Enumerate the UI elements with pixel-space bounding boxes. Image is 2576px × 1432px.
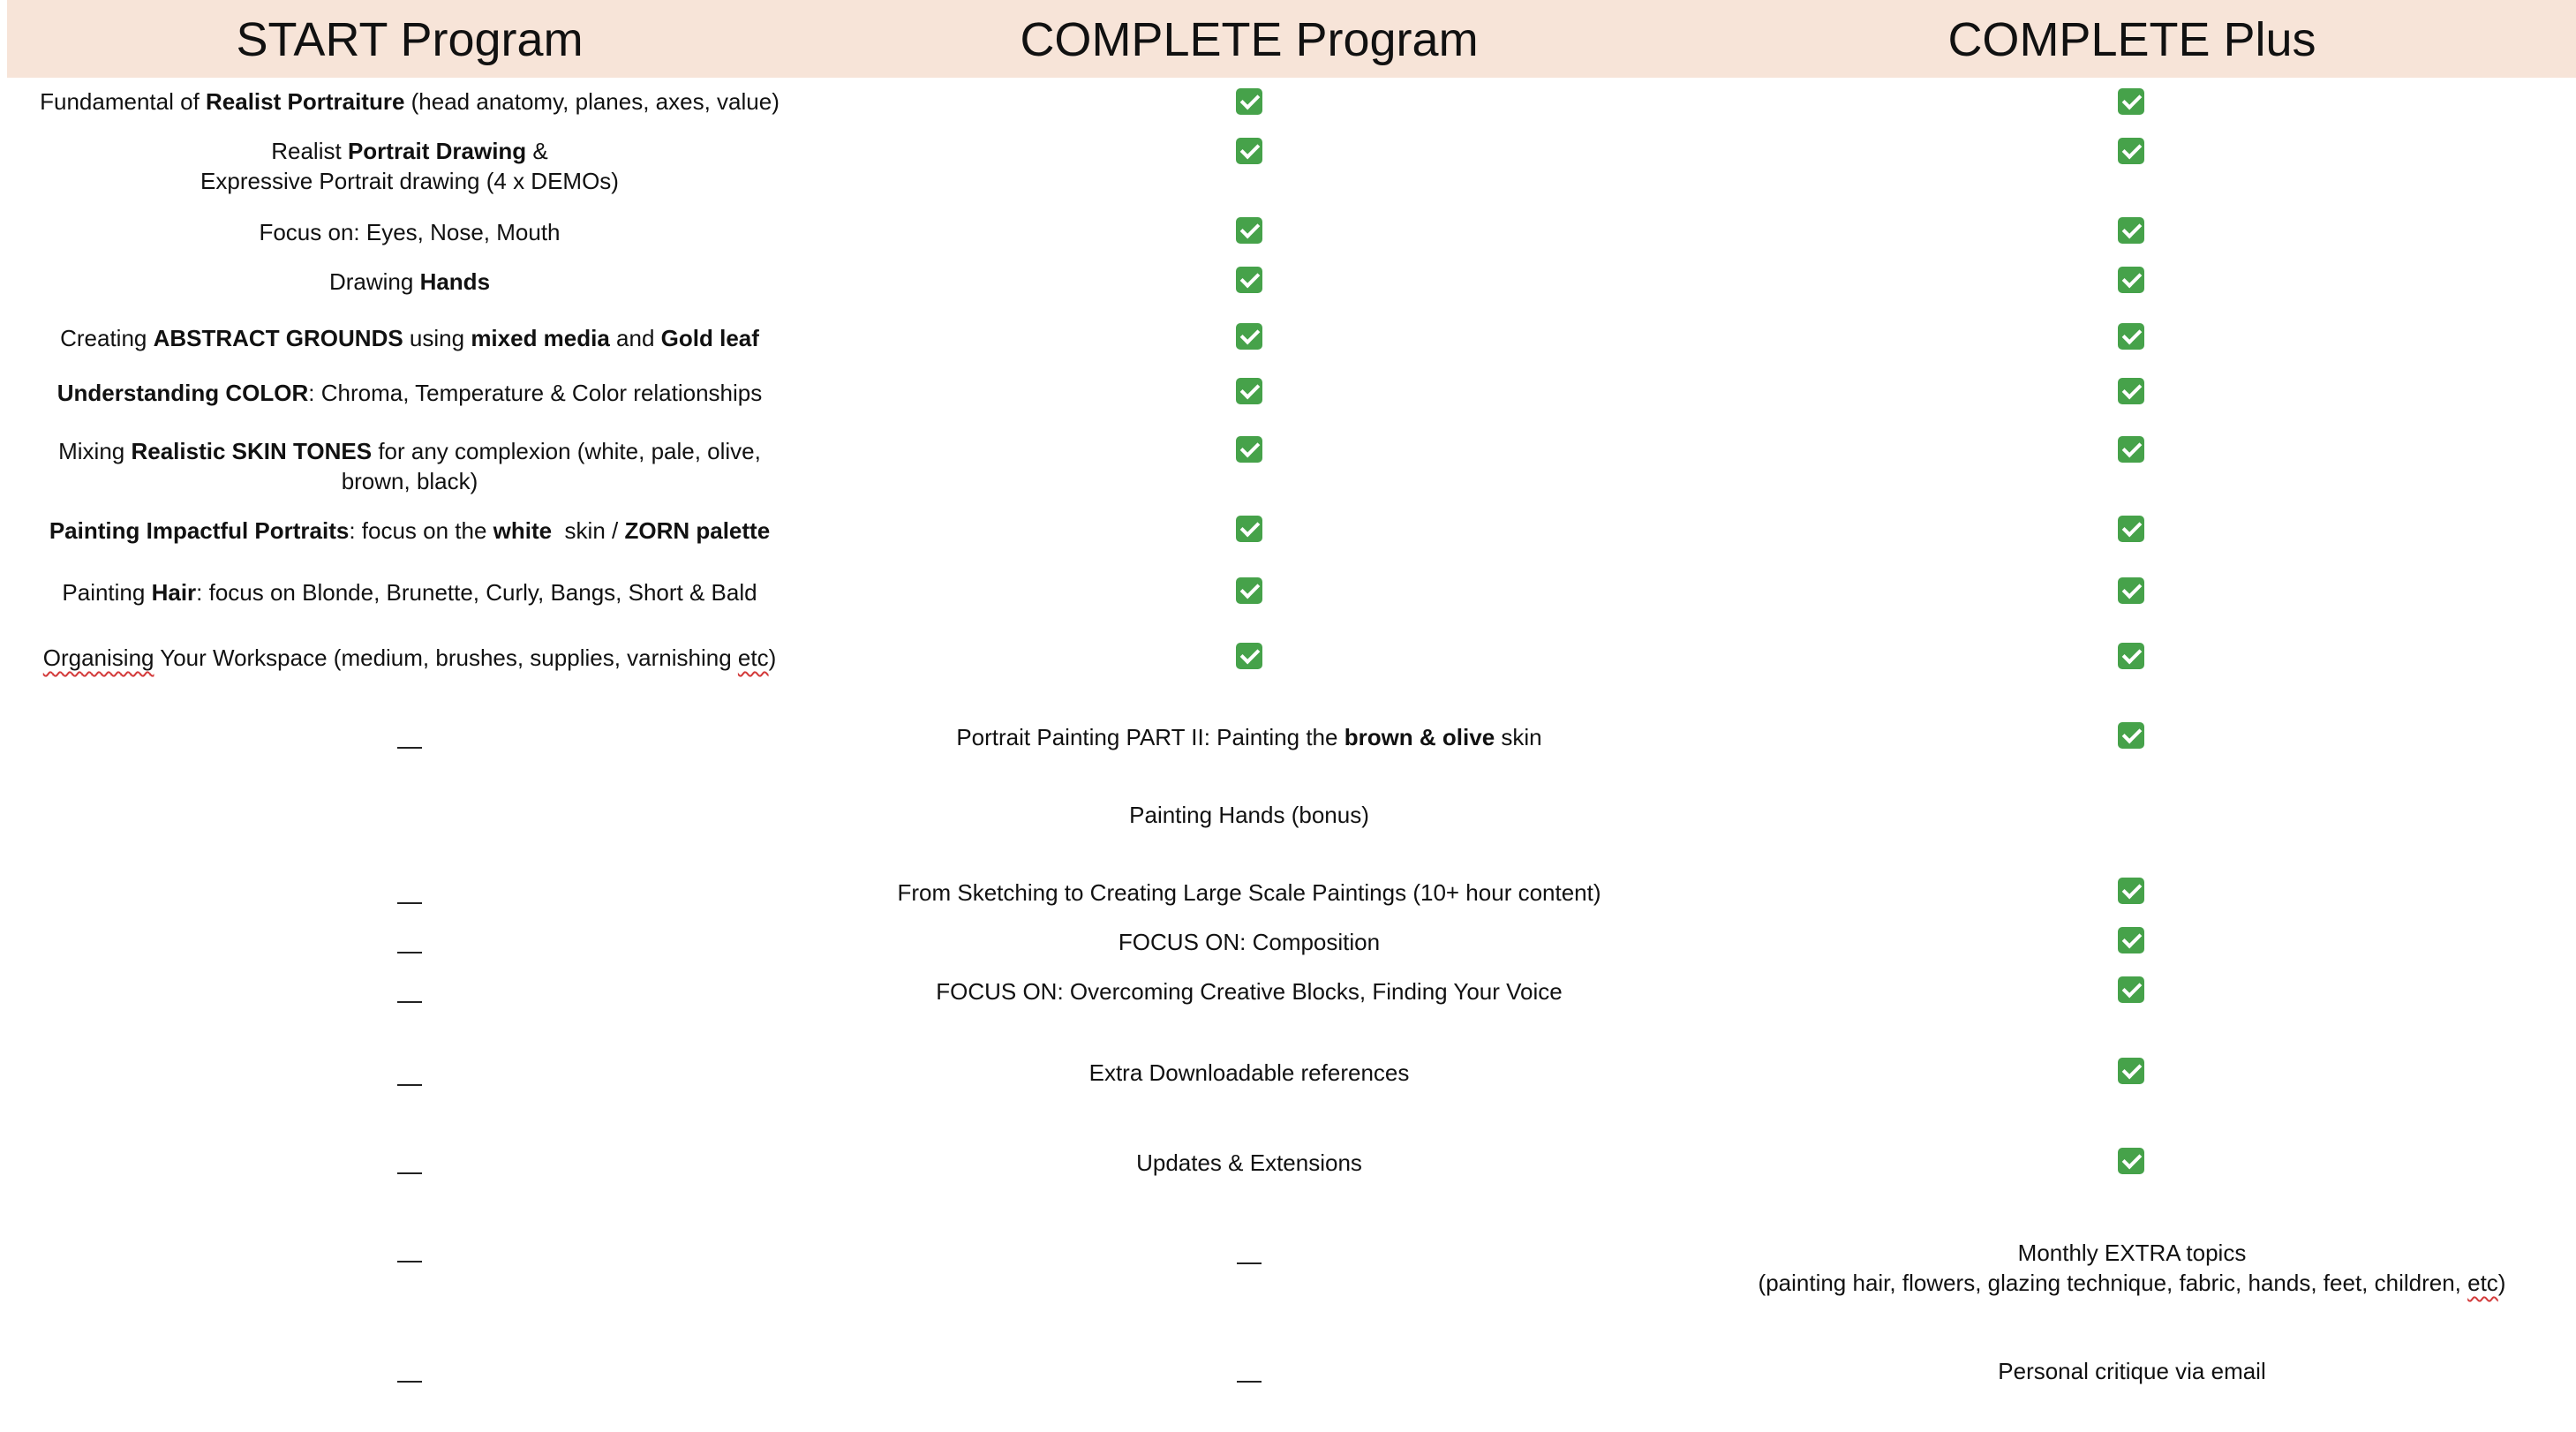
check-mark-icon — [2118, 577, 2144, 604]
check-mark-icon — [1236, 436, 1262, 463]
check-mark-icon — [1236, 378, 1262, 404]
feature-skin-tones: Mixing Realistic SKIN TONES for any complexion (white, pale, olive, — [58, 438, 761, 464]
column-header-start: START Program — [236, 13, 584, 66]
check-mark-icon — [2118, 267, 2144, 293]
check-mark-icon — [1236, 516, 1262, 542]
feature-large-scale-paintings: From Sketching to Creating Large Scale Paintings (10+ hour content) — [897, 879, 1601, 906]
dash-icon — [397, 952, 422, 953]
feature-painting-hair: Painting Hair: focus on Blonde, Brunette, Curly, Bangs, Short & Bald — [62, 579, 757, 606]
dash-icon — [397, 1381, 422, 1383]
dash-icon — [397, 1084, 422, 1086]
check-mark-icon — [1236, 88, 1262, 115]
dash-icon — [397, 1172, 422, 1174]
check-mark-icon — [1236, 138, 1262, 164]
check-mark-icon — [2118, 217, 2144, 244]
feature-monthly-extra-topics: Monthly EXTRA topics — [2017, 1240, 2247, 1266]
check-mark-icon — [2118, 643, 2144, 669]
check-mark-icon — [2118, 378, 2144, 404]
column-header-complete: COMPLETE Program — [1020, 13, 1479, 66]
check-mark-icon — [2118, 976, 2144, 1003]
feature-realist-portraiture: Fundamental of Realist Portraiture (head anatomy, planes, axes, value) — [40, 88, 780, 115]
feature-drawing-hands: Drawing Hands — [328, 268, 491, 295]
check-mark-icon — [2118, 878, 2144, 904]
dash-icon — [397, 1261, 422, 1262]
check-mark-icon — [1236, 643, 1262, 669]
feature-understanding-color: Understanding COLOR: Chroma, Temperature & Color relationships — [56, 380, 763, 406]
feature-skin-tones-line2: brown, black) — [341, 468, 478, 494]
dash-icon — [397, 1001, 422, 1003]
feature-abstract-grounds: Creating ABSTRACT GROUNDS using mixed media and Gold leaf — [60, 325, 759, 351]
feature-impactful-portraits: Painting Impactful Portraits: focus on the white skin / ZORN palette — [49, 517, 771, 544]
column-header-plus: COMPLETE Plus — [1947, 13, 2316, 66]
feature-creative-blocks: FOCUS ON: Overcoming Creative Blocks, Finding Your Voice — [936, 978, 1563, 1005]
check-mark-icon — [2118, 927, 2144, 953]
dash-icon — [397, 902, 422, 904]
check-mark-icon — [2118, 1058, 2144, 1084]
check-mark-icon — [2118, 516, 2144, 542]
check-mark-icon — [2118, 88, 2144, 115]
check-mark-icon — [2118, 722, 2144, 749]
check-mark-icon — [1236, 323, 1262, 350]
check-mark-icon — [2118, 138, 2144, 164]
feature-monthly-extra-topics-line2: (painting hair, flowers, glazing technique, fabric, hands, feet, children, etc) — [1758, 1270, 2506, 1296]
check-mark-icon — [1236, 267, 1262, 293]
feature-workspace: Organising Your Workspace (medium, brushes, supplies, varnishing etc) — [42, 644, 777, 671]
feature-painting-hands-bonus: Painting Hands (bonus) — [1129, 802, 1369, 828]
check-mark-icon — [1236, 577, 1262, 604]
feature-downloadable-references: Extra Downloadable references — [1088, 1059, 1410, 1086]
check-mark-icon — [1236, 217, 1262, 244]
feature-focus-eyes-nose-mouth: Focus on: Eyes, Nose, Mouth — [259, 219, 561, 245]
feature-portrait-drawing-line2: Expressive Portrait drawing (4 x DEMOs) — [200, 168, 619, 194]
feature-focus-composition: FOCUS ON: Composition — [1118, 929, 1381, 955]
dash-icon — [1237, 1262, 1262, 1264]
check-mark-icon — [2118, 436, 2144, 463]
feature-part-ii-brown-olive: Portrait Painting PART II: Painting the brown & olive skin — [956, 724, 1542, 750]
check-mark-icon — [2118, 1148, 2144, 1174]
feature-portrait-drawing: Realist Portrait Drawing & — [271, 138, 548, 164]
feature-personal-critique: Personal critique via email — [1998, 1358, 2266, 1384]
dash-icon — [397, 747, 422, 749]
feature-updates-extensions: Updates & Extensions — [1136, 1149, 1362, 1176]
check-mark-icon — [2118, 323, 2144, 350]
dash-icon — [1237, 1381, 1262, 1383]
